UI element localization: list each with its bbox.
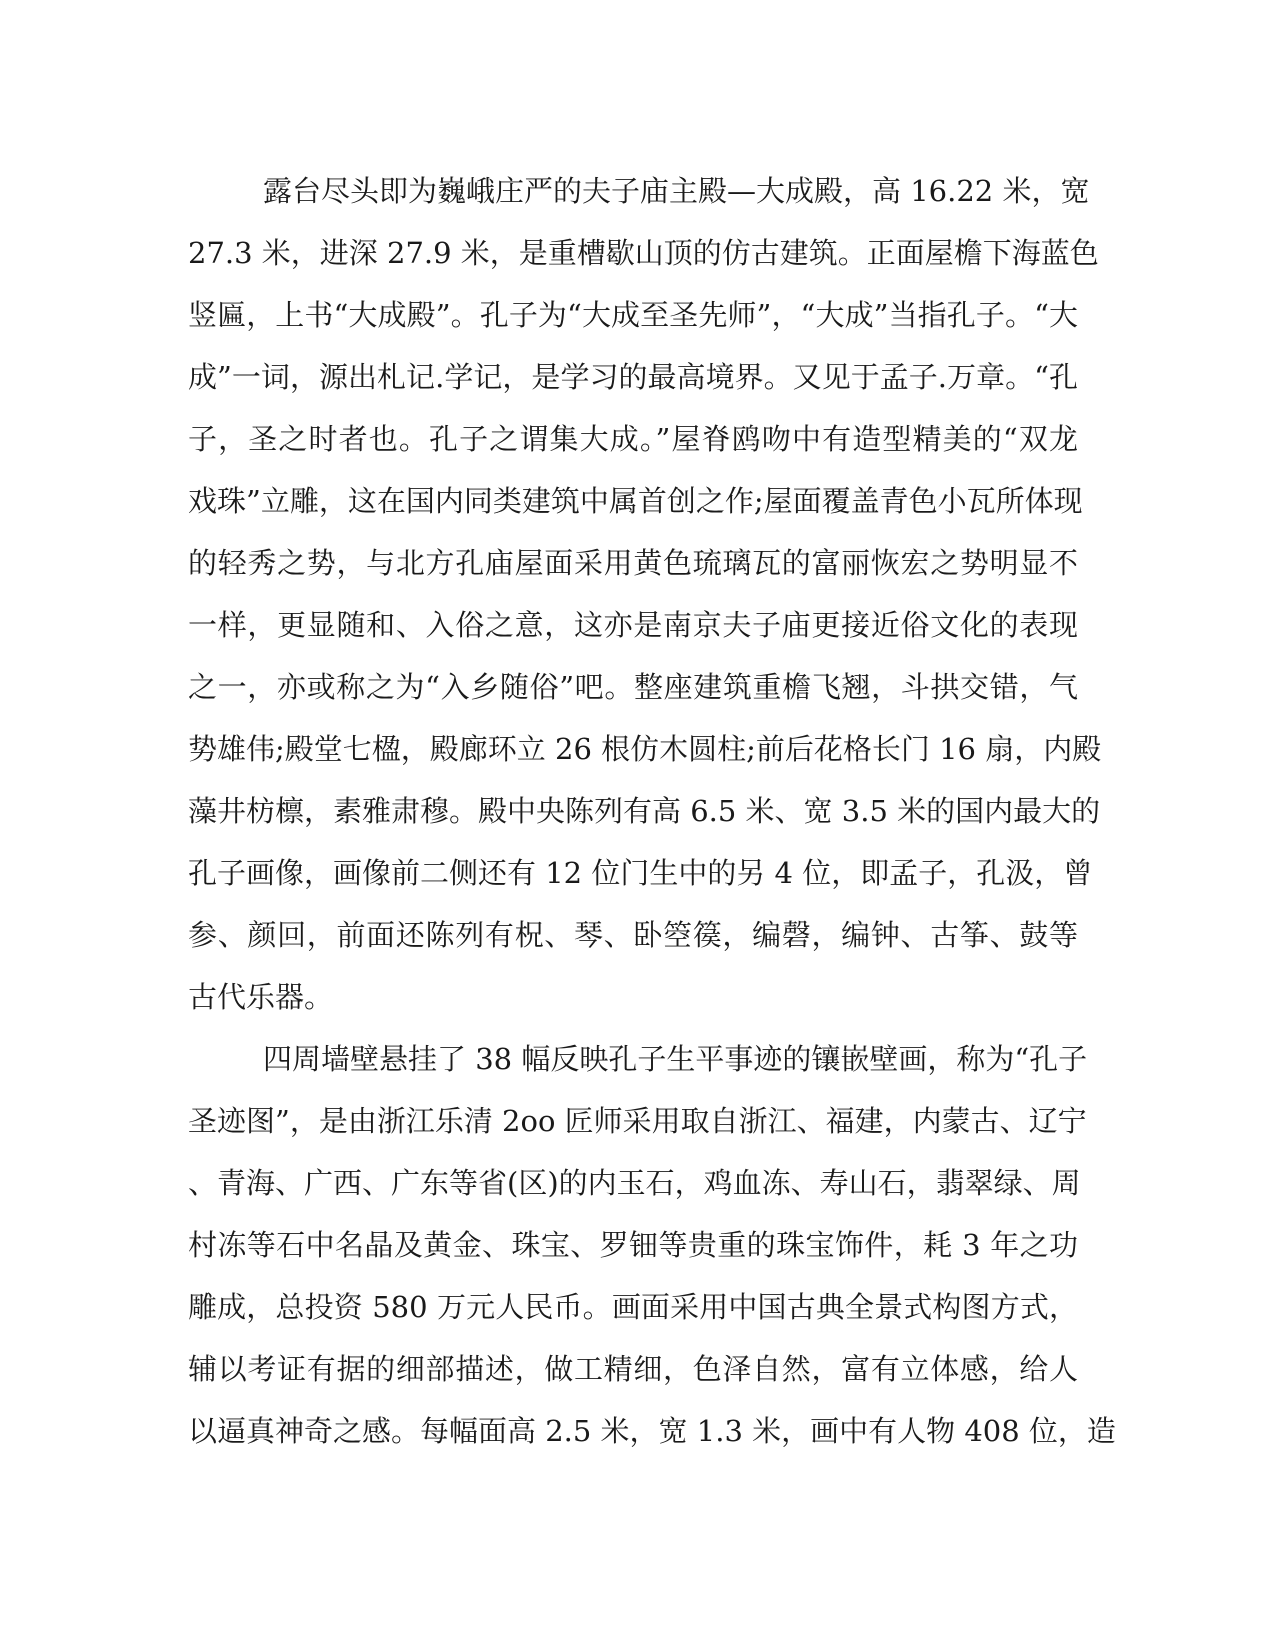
paragraph-dacheng-hall bbox=[188, 160, 1102, 1028]
text-line: 辅以考证有据的细部描述，做工精细，色泽自然，富有立体感，给人 bbox=[188, 1352, 1078, 1386]
text-line: 成”一词，源出札记.学记，是学习的最高境界。又见于孟子.万章。“孔 bbox=[188, 360, 1078, 394]
text-line: 以逼真神奇之感。每幅面高 2.5 米，宽 1.3 米，画中有人物 408 位，造 bbox=[188, 1414, 1116, 1448]
text-line: 参、颜回，前面还陈列有柷、琴、卧箜篌，编磬，编钟、古筝、鼓等 bbox=[188, 918, 1078, 952]
text-line: 孔子画像，画像前二侧还有 12 位门生中的另 4 位，即孟子，孔汲，曾 bbox=[188, 856, 1093, 890]
body-text bbox=[188, 160, 1116, 1462]
text-line: 村冻等石中名晶及黄金、珠宝、罗钿等贵重的珠宝饰件，耗 3 年之功 bbox=[188, 1228, 1078, 1262]
text-line: 的轻秀之势，与北方孔庙屋面采用黄色琉璃瓦的富丽恢宏之势明显不 bbox=[188, 546, 1078, 580]
text-line: 古代乐器。 bbox=[188, 980, 334, 1014]
text-line: 雕成，总投资 580 万元人民币。画面采用中国古典全景式构图方式， bbox=[188, 1290, 1078, 1324]
text-line: 露台尽头即为巍峨庄严的夫子庙主殿—大成殿，高 16.22 米，宽 bbox=[263, 174, 1090, 208]
text-line: 一样，更显随和、入俗之意，这亦是南京夫子庙更接近俗文化的表现 bbox=[188, 608, 1078, 642]
text-line: 势雄伟;殿堂七楹，殿廊环立 26 根仿木圆柱;前后花格长门 16 扇，内殿 bbox=[188, 732, 1102, 766]
text-line: 27.3 米，进深 27.9 米，是重槽歇山顶的仿古建筑。正面屋檐下海蓝色 bbox=[188, 236, 1099, 270]
text-line: 四周墙壁悬挂了 38 幅反映孔子生平事迹的镶嵌壁画，称为“孔子 bbox=[263, 1042, 1088, 1076]
text-line: 圣迹图”，是由浙江乐清 2oo 匠师采用取自浙江、福建，内蒙古、辽宁 bbox=[188, 1104, 1087, 1138]
text-line: 子，圣之时者也。孔子之谓集大成。”屋脊鸥吻中有造型精美的“双龙 bbox=[188, 422, 1078, 456]
text-line: 、青海、广西、广东等省(区)的内玉石，鸡血冻、寿山石，翡翠绿、周 bbox=[188, 1166, 1081, 1200]
text-line: 戏珠”立雕，这在国内同类建筑中属首创之作;屋面覆盖青色小瓦所体现 bbox=[188, 484, 1083, 518]
text-line: 藻井枋檩，素雅肃穆。殿中央陈列有高 6.5 米、宽 3.5 米的国内最大的 bbox=[188, 794, 1101, 828]
paragraph-murals bbox=[188, 1028, 1116, 1462]
text-line: 之一，亦或称之为“入乡随俗”吧。整座建筑重檐飞翘，斗拱交错，气 bbox=[188, 670, 1078, 704]
text-line: 竖匾，上书“大成殿”。孔子为“大成至圣先师”，“大成”当指孔子。“大 bbox=[188, 298, 1078, 332]
